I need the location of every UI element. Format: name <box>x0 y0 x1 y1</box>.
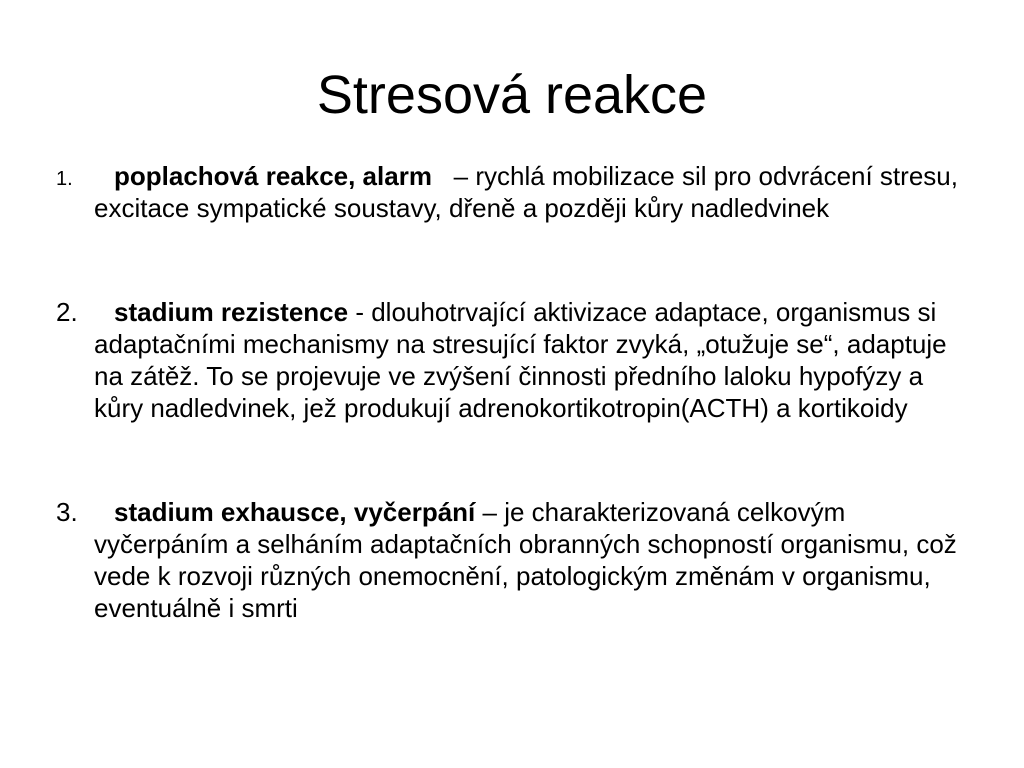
list-item-exhaustion <box>56 496 976 624</box>
stage-heading: poplachová reakce, alarm <box>114 161 432 191</box>
list-marker: 2. <box>56 297 78 327</box>
list-item-alarm <box>56 160 976 224</box>
stage-heading: stadium exhausce, vyčerpání <box>114 497 476 527</box>
slide-title: Stresová reakce <box>316 65 708 125</box>
stage-description: – je charakterizovaná celkovým vyčerpáním a selháním adaptačních obranných schopností organismu, což vede k rozvoji různých onemocnění, patologickým změnám v organismu, eventuálně i smrti <box>94 497 957 623</box>
stage-heading: stadium rezistence <box>114 297 349 327</box>
stage-description: - dlouhotrvající aktivizace adaptace, organismus si adaptačními mechanismy na stresující faktor zvyká, „otužuje se“, adaptuje na zátěž. To se projevuje ve zvýšení činnosti předního laloku hypofýzy a kůry nadledvinek, jež produkují adrenokortikotropin(ACTH) a kortikoidy <box>94 297 947 423</box>
list-item-resistance <box>56 296 976 424</box>
list-marker: 1. <box>56 168 73 190</box>
stress-stage-list <box>56 160 976 624</box>
list-marker: 3. <box>56 497 78 527</box>
stage-description: – rychlá mobilizace sil pro odvrácení stresu, excitace sympatické soustavy, dřeně a později kůry nadledvinek <box>94 161 958 223</box>
